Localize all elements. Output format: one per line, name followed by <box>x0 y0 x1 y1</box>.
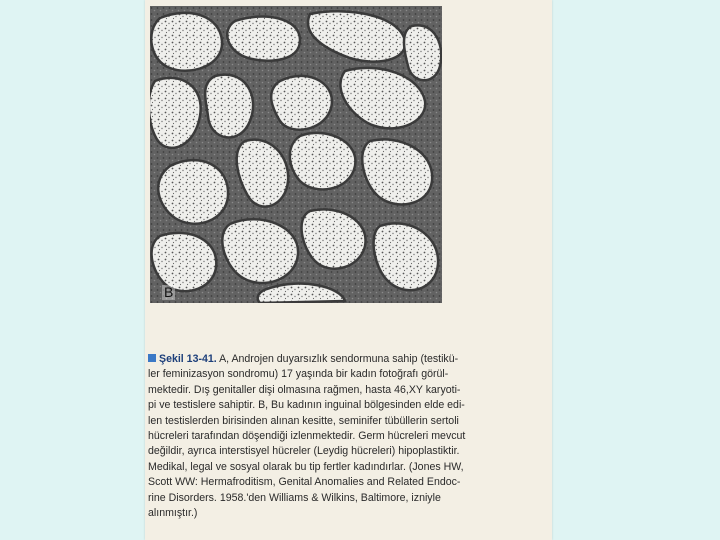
micrograph-image <box>150 6 442 303</box>
caption-line: Medikal, legal ve sosyal olarak bu tip fertler kadındırlar. (Jones HW, <box>148 460 464 473</box>
square-bullet-icon <box>148 354 156 362</box>
histology-micrograph <box>150 6 442 303</box>
caption-line: alınmıştır.) <box>148 507 198 520</box>
caption-line: ler feminizasyon sondromu) 17 yaşında bir kadın fotoğrafı görül- <box>148 368 449 381</box>
caption-line: Scott WW: Hermafroditism, Genital Anomalies and Related Endoc- <box>148 476 461 489</box>
caption-line: Şekil 13-41. A, Androjen duyarsızlık sendormuna sahip (testikü- <box>148 352 548 367</box>
panel-label: B <box>164 284 174 300</box>
figure-caption <box>148 352 548 521</box>
caption-line: pi ve testislere sahiptir. B, Bu kadının inguinal bölgesinden elde edi- <box>148 399 465 412</box>
figure-label: Şekil 13-41. <box>159 353 217 365</box>
book-page <box>145 0 552 540</box>
caption-line: rine Disorders. 1958.'den Williams & Wilkins, Baltimore, izniyle <box>148 491 441 504</box>
caption-line: len testislerden birisinden alınan kesitte, seminifer tübüllerin sertoli <box>148 414 459 427</box>
caption-line: mektedir. Dış genitaller dişi olmasına rağmen, hasta 46,XY karyoti- <box>148 383 461 396</box>
caption-line: değildir, ayrıca interstisyel hücreler (Leydig hücreleri) hipoplastiktir. <box>148 445 460 458</box>
caption-line: hücreleri tarafından döşendiği izlenmektedir. Germ hücreleri mevcut <box>148 430 466 443</box>
